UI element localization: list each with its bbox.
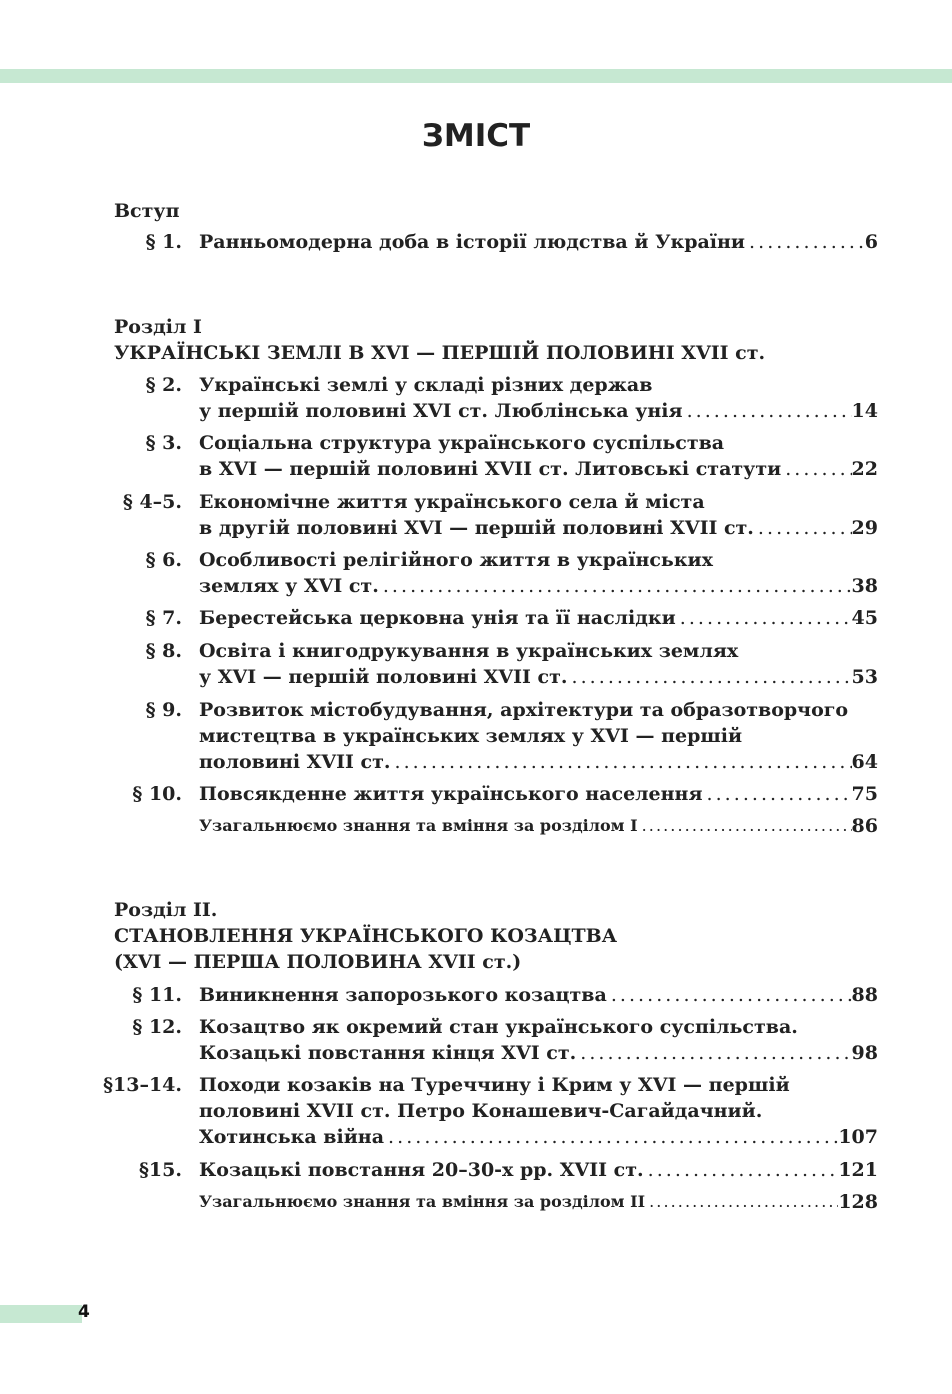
entry-line: Повсякденне життя українського населення (199, 783, 703, 805)
page-number: 4 (78, 1302, 90, 1322)
dot-leader (754, 515, 852, 541)
entry-line: в XVI — першій половині XVII ст. Литовські статути (199, 458, 782, 480)
entry-text (199, 229, 878, 255)
section-title: (XVI — ПЕРША ПОЛОВИНА XVII ст.) (114, 951, 522, 973)
paragraph-number: §13–14. (103, 1074, 182, 1096)
dot-leader (638, 813, 852, 839)
entry-text (199, 781, 878, 807)
entry-text (199, 982, 878, 1008)
dot-leader (644, 1157, 839, 1183)
dot-leader (745, 229, 865, 255)
page-ref: 88 (851, 984, 878, 1006)
entry-text (199, 489, 878, 541)
paragraph-number: § 9. (145, 699, 182, 721)
section-title: УКРАЇНСЬКІ ЗЕМЛІ В XVI — ПЕРШІЙ ПОЛОВИНІ XVII ст. (114, 342, 766, 364)
bottom-decor-band (0, 1305, 82, 1323)
entry-text (199, 605, 878, 631)
summary-text: Узагальнюємо знання та вміння за розділом І (199, 816, 638, 835)
entry-line: Хотинська війна (199, 1126, 385, 1148)
page-title: ЗМІСТ (421, 118, 531, 154)
section-label: Розділ І (114, 316, 202, 338)
page-ref: 14 (851, 400, 878, 422)
dot-leader (384, 1124, 838, 1150)
entry-line: Економічне життя українського села й міста (199, 491, 705, 513)
entry-line: Освіта і книгодрукування в українських землях (199, 640, 739, 662)
paragraph-number: § 6. (145, 549, 182, 571)
dot-leader (576, 1040, 851, 1066)
entry-line: Соціальна структура українського суспільства (199, 432, 725, 454)
entry-text (199, 1157, 878, 1183)
paragraph-number: § 7. (145, 607, 182, 629)
entry-line: Ранньомодерна доба в історії людства й України (199, 231, 746, 253)
intro-heading: Вступ (114, 200, 180, 222)
dot-leader (781, 456, 851, 482)
entry-line: Українські землі у складі різних держав (199, 374, 653, 396)
entry-text (199, 1189, 878, 1215)
entry-line: в другій половині XVI — першій половині XVII ст. (199, 517, 754, 539)
entry-line: половині XVII ст. Петро Конашевич-Сагайдачний. (199, 1100, 763, 1122)
entry-line: Козацькі повстання 20–30-х рр. XVII ст. (199, 1159, 644, 1181)
section-title: СТАНОВЛЕННЯ УКРАЇНСЬКОГО КОЗАЦТВА (114, 925, 618, 947)
summary-text: Узагальнюємо знання та вміння за розділом ІІ (199, 1192, 646, 1211)
page-ref: 53 (851, 666, 878, 688)
entry-line: у першій половині XVI ст. Люблінська унія (199, 400, 683, 422)
paragraph-number: §15. (139, 1159, 182, 1181)
paragraph-number: § 2. (145, 374, 182, 396)
top-decor-band (0, 69, 952, 83)
page-ref: 75 (851, 783, 878, 805)
entry-line: Берестейська церковна унія та її наслідки (199, 607, 676, 629)
paragraph-number: § 10. (132, 783, 182, 805)
entry-line: Особливості релігійного життя в українських (199, 549, 713, 571)
dot-leader (607, 982, 852, 1008)
page-ref: 6 (864, 231, 878, 253)
dot-leader (568, 664, 852, 690)
dot-leader (391, 749, 852, 775)
entry-text (199, 1072, 878, 1150)
entry-line: Козацтво як окремий стан українського суспільства. (199, 1016, 798, 1038)
paragraph-number: § 8. (145, 640, 182, 662)
entry-text (199, 697, 878, 775)
entry-line: Походи козаків на Туреччину і Крим у XVI — першій (199, 1074, 790, 1096)
entry-line: половині XVII ст. (199, 751, 391, 773)
dot-leader (379, 573, 852, 599)
page-ref: 45 (851, 607, 878, 629)
entry-text (199, 1014, 878, 1066)
paragraph-number: § 4–5. (122, 491, 182, 513)
entry-text (199, 372, 878, 424)
page-ref: 86 (851, 815, 878, 837)
page-ref: 98 (851, 1042, 878, 1064)
paragraph-number: § 1. (145, 231, 182, 253)
dot-leader (645, 1189, 838, 1215)
page-ref: 107 (838, 1126, 878, 1148)
paragraph-number: § 12. (132, 1016, 182, 1038)
paragraph-number: § 3. (145, 432, 182, 454)
section-label: Розділ ІІ. (114, 899, 218, 921)
entry-text (199, 430, 878, 482)
entry-line: мистецтва в українських землях у XVI — першій (199, 725, 743, 747)
paragraph-number: § 11. (132, 984, 182, 1006)
page-ref: 121 (838, 1159, 878, 1181)
dot-leader (703, 781, 852, 807)
dot-leader (683, 398, 852, 424)
page-ref: 29 (851, 517, 878, 539)
entry-line: Козацькі повстання кінця XVI ст. (199, 1042, 577, 1064)
dot-leader (676, 605, 852, 631)
entry-line: Виникнення запорозького козацтва (199, 984, 607, 1006)
entry-line: землях у XVI ст. (199, 575, 379, 597)
entry-text (199, 813, 878, 839)
page-ref: 128 (838, 1191, 878, 1213)
entry-text (199, 638, 878, 690)
entry-line: Розвиток містобудування, архітектури та образотворчого (199, 699, 849, 721)
entry-line: у XVI — першій половині XVII ст. (199, 666, 568, 688)
entry-text (199, 547, 878, 599)
page-ref: 22 (851, 458, 878, 480)
page-ref: 38 (851, 575, 878, 597)
page-ref: 64 (851, 751, 878, 773)
